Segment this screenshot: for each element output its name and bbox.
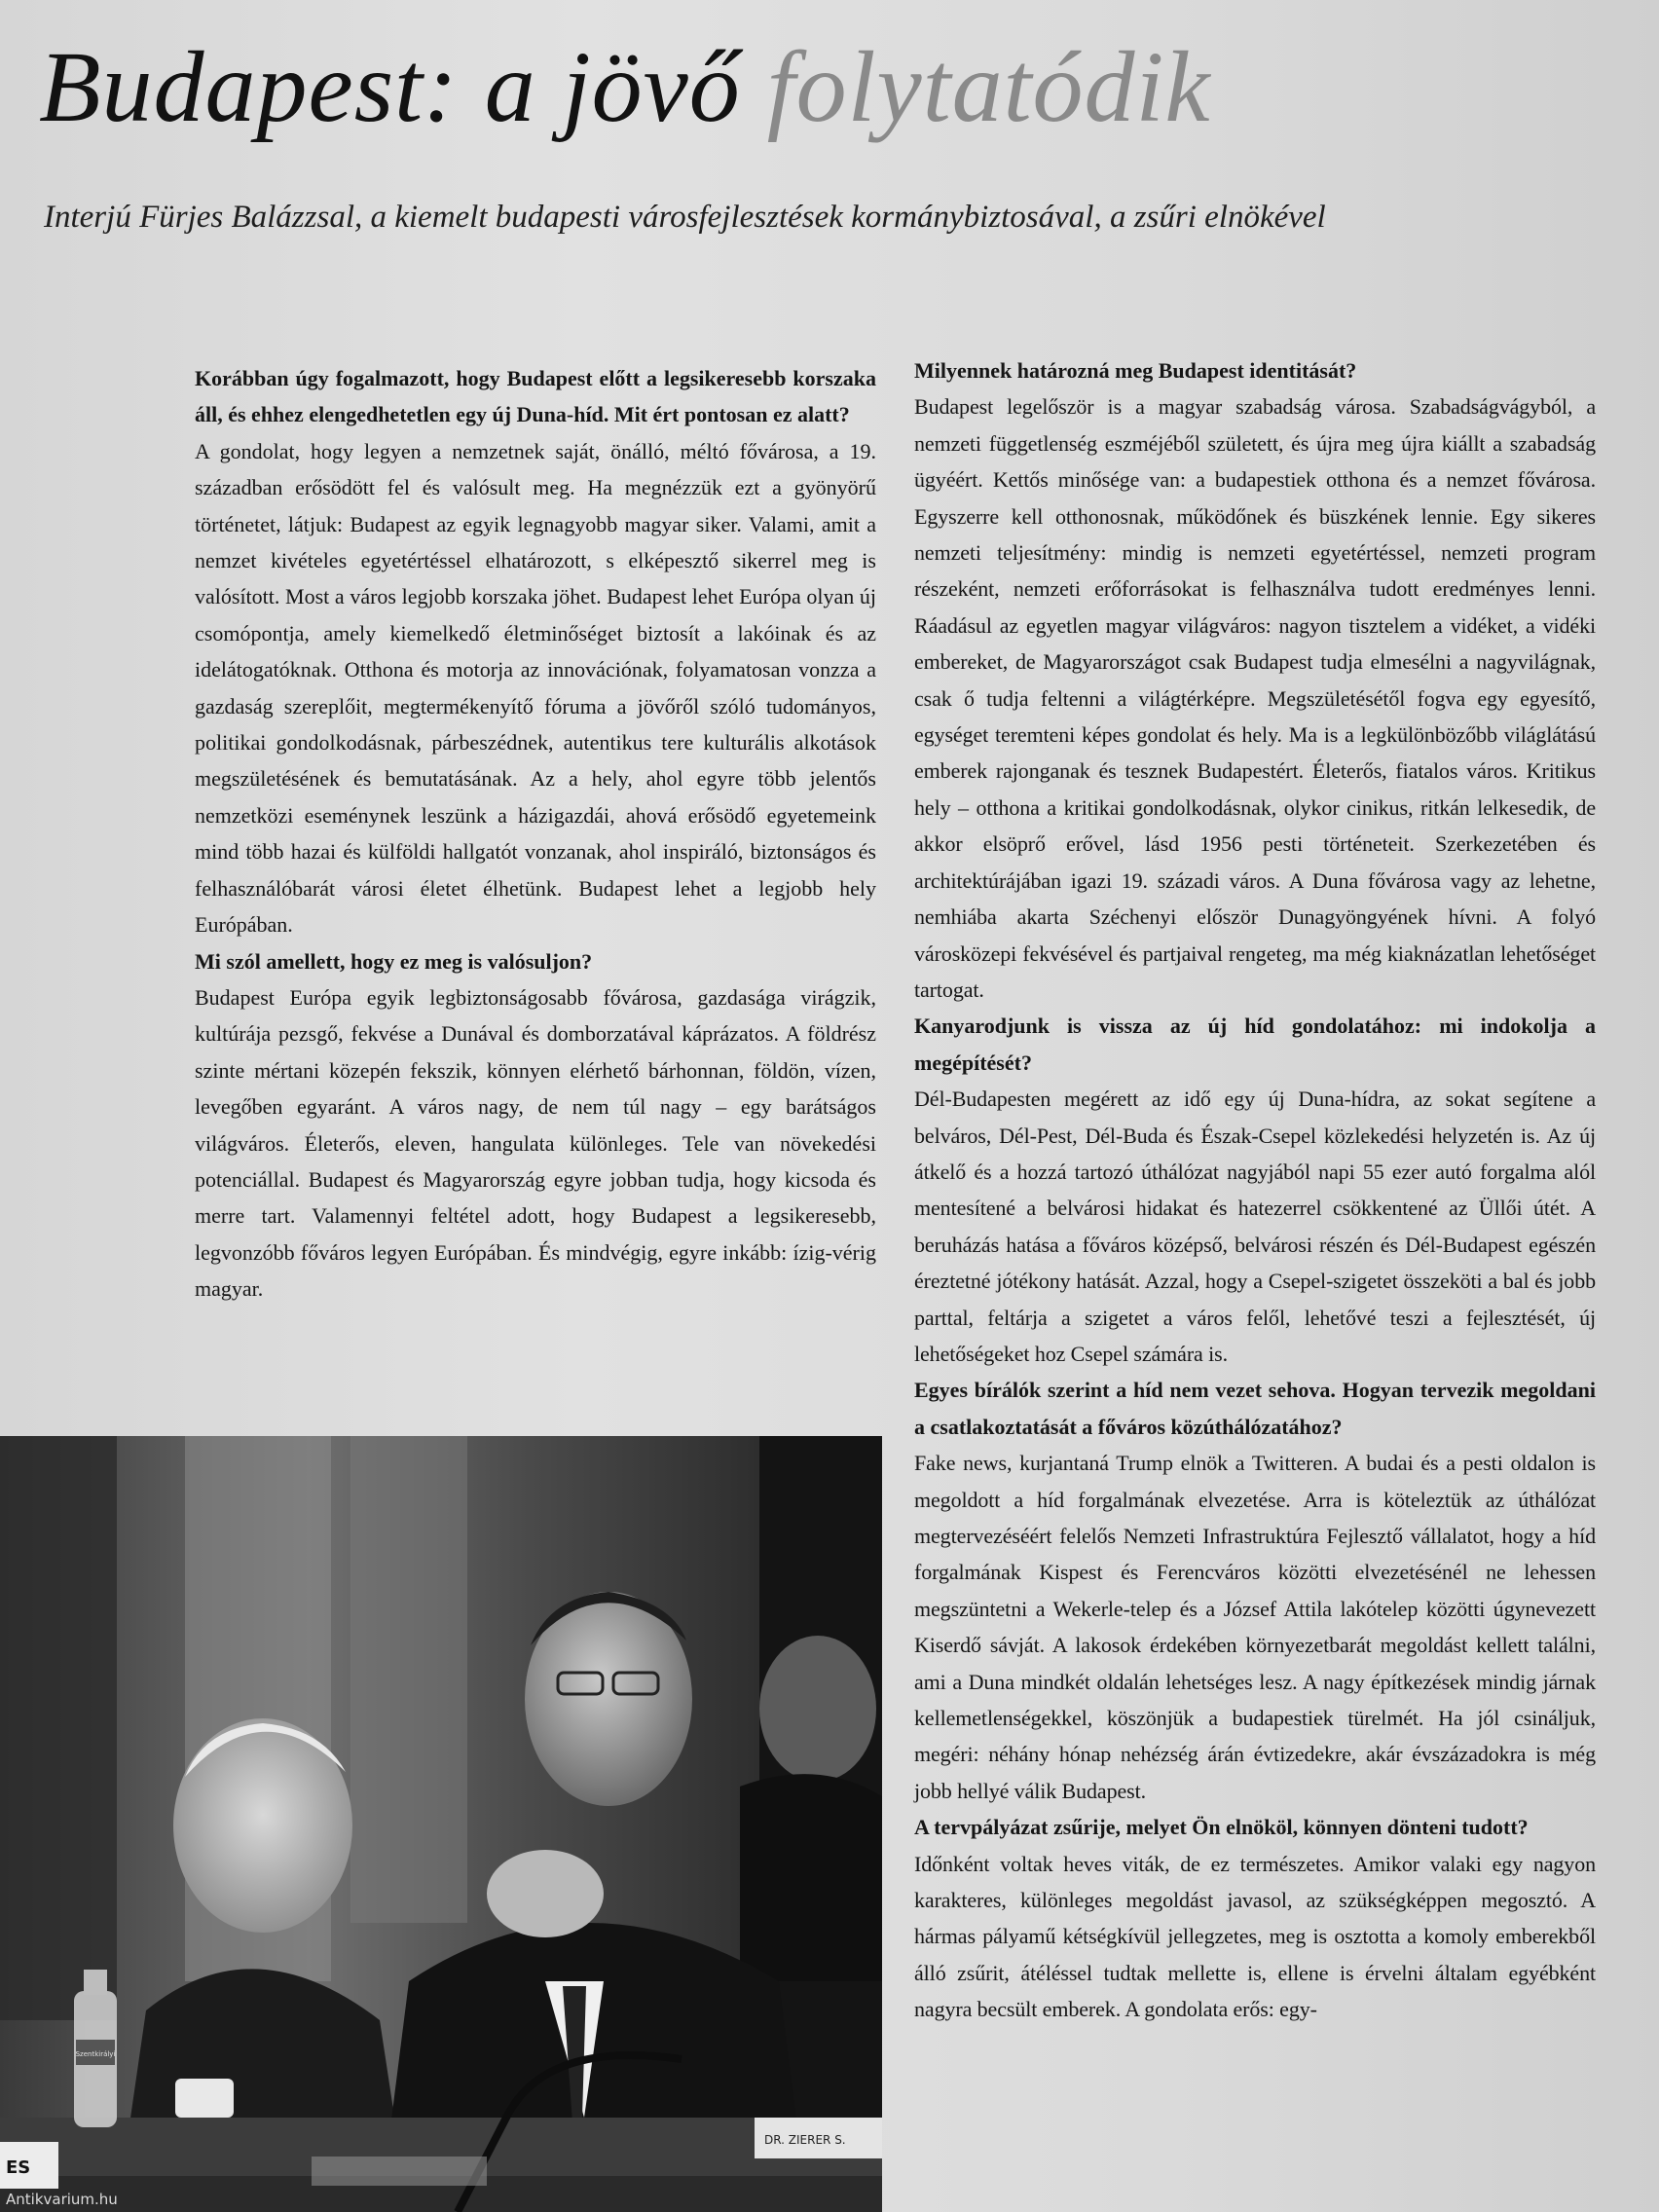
bottle-cap <box>84 1970 107 1995</box>
question-paragraph: Egyes bírálók szerint a híd nem vezet sehova. Hogyan tervezik megoldani a csatlakoztatását a főváros közúthálózatához? <box>914 1378 1596 1439</box>
title-dark-part: Budapest: a jövő <box>39 31 741 143</box>
question-paragraph: A tervpályázat zsűrije, melyet Ön elnököl, könnyen dönteni tudott? <box>914 1815 1529 1840</box>
left-text-column <box>195 360 876 1308</box>
answer-paragraph: Budapest Európa egyik legbiztonságosabb fővárosa, gazdasága virágzik, kultúrája pezsgő, fekvése a Dunával és domborzatával káprázatos. A földrész szinte mértani közepén fekszik, könnyen elérhető bárhonnan, földön, vízen, levegőben egyaránt. A város nagy, de nem túl nagy – egy barátságos világváros. Életerős, eleven, hangulata különleges. Tele van növekedési potenciállal. Budapest és Magyarország egyre jobban tudja, hogy kicsoda és merre tart. Valamennyi feltétel adott, hogy Budapest a legsikeresebb, legvonzóbb főváros legyen Európában. És mindvégig, egyre inkább: ízig-vérig magyar. <box>195 984 876 1302</box>
title-light-part: folytatódik <box>766 31 1211 143</box>
answer-paragraph: Időnként voltak heves viták, de ez természetes. Amikor valaki egy nagyon karakteres, különleges megoldást javasol, az szükségképpen megosztó. A hármas pályamű kétségkívül jellegzetes, meg is osztotta a komoly emberekből álló zsűrit, átéléssel tudtak mellette is, ellene is érvelni általam egyébként nagyra becsült emberek. A gondolata erős: egy- <box>914 1851 1596 2022</box>
bottle-label-text: Szentkirályi <box>75 2050 116 2058</box>
question-paragraph: Mi szól amellett, hogy ez meg is valósuljon? <box>195 948 593 974</box>
man-right-body <box>740 1774 882 1981</box>
window-pane <box>350 1436 467 1923</box>
watermark: Antikvarium.hu <box>6 2191 118 2208</box>
answer-paragraph: Budapest legelőször is a magyar szabadság városa. Szabadságvágyból, a nemzeti függetlenség eszméjéből született, és újra meg újra kiállt a szabadság ügyéért. Kettős minősége van: a budapestiek otthona és a nemzet fővárosa. Egyszerre kell otthonosnak, működőnek és büszkének lennie. Egy sikeres nemzeti teljesítmény: mindig is nemzeti egyetértéssel, nemzeti program részeként, nemzeti erőforrásokat is felhasználva tudott eredményes lenni. Ráadásul az egyetlen magyar világváros: nagyon tisztelem a vidéket, a vidéki embereket, de Magyarországot csak Budapest tudja elmesélni a nagyvilágnak, csak ő tudja feltenni a világtérképre. Megszületésétől fogva egy egyesítő, egységet teremteni képes gondolat és hely. Ma is a legkülönbözőbb világlátású emberek rajonganak és tesznek Budapestért. Életerős, fiatalos város. Kritikus hely – otthona a kritikai gondolkodásnak, olykor cinikus, ritkán lelkesedik, de akkor elsöprő erővel, lásd 1956 pesti történeteit. Szerkezetében és architektúrájában igazi 19. századi város. A Duna fővárosa vagy az lehetne, nemhiába akarta Széchenyi először Dunagyöngyének hívni. A folyó városközepi fekvésével és partjaival rengeteg, ma még kiaknázatlan lehetőséget tartogat. <box>914 394 1596 1002</box>
dark-wall <box>0 1436 117 2020</box>
man-right-head <box>759 1636 876 1782</box>
article-title <box>39 31 1211 143</box>
photo-illustration <box>0 1436 882 2212</box>
answer-paragraph: Dél-Budapesten megérett az idő egy új Duna-hídra, az sokat segítene a belváros, Dél-Pest, Dél-Buda és Észak-Csepel közlekedési helyzetén is. Az új átkelő és a hozzá tartozó úthálózat nagyjából napi 55 ezer autó forgalma alól mentesítené a belvárosi hidakat és hatezerrel csökkentené az Üllői útét. A beruházás hatása a főváros középső, belvárosi részén és Dél-Budapest egészén éreztetné jótékony hatását. Azzal, hogy a Csepel-szigetet összeköti a bal és jobb parttal, feltárja a szigetet a város felől, lehetővé teszi a fejlesztését, új lehetőségeket hoz Csepel számára is. <box>914 1087 1596 1366</box>
nameplate-left-text: ES <box>6 2157 31 2178</box>
question-paragraph: Milyennek határozná meg Budapest identitását? <box>914 358 1357 383</box>
clasped-hands <box>487 1850 604 1937</box>
coffee-cup <box>175 2079 234 2118</box>
answer-paragraph: Fake news, kurjantaná Trump elnök a Twitteren. A budai és a pesti oldalon is megoldott a híd forgalmának elvezetése. Arra is köteleztük az úthálózat megtervezéséért felelős Nemzeti Infrastruktúra Fejlesztő vállalatot, hogy a híd forgalmának Kispest és Ferencváros közötti elvezetésénél ne lehessen megszüntetni a Wekerle-telep és a József Attila lakótelep közötti úgynevezett Kiserdő sávját. A lakosok érdekében környezetbarát megoldást kellett találni, ami a Duna mindkét oldalán lehetséges lesz. A nagy építkezések mindig járnak kellemetlenségekkel, köszönjük a budapestiek türelmét. Ha jól csináljuk, megéri: néhány hónap nehézség árán évtizedekre, akár évszázadokra is még jobb hellyé válik Budapest. <box>914 1451 1596 1803</box>
answer-paragraph: A gondolat, hogy legyen a nemzetnek saját, önálló, méltó fővárosa, a 19. században erősödött fel és valósult meg. Ha megnézzük ezt a gyönyörű történetet, látjuk: Budapest az egyik legnagyobb magyar siker. Valami, amit a nemzet kivételes egyetértéssel elhatározott, s elképesztő sikerrel meg is valósított. Most a város legjobb korszaka jöhet. Budapest lehet Európa olyan új csomópontja, amely kiemelkedő életminőséget biztosít a lakóinak és az idelátogatóknak. Otthona és motorja az innovációnak, folyamatosan vonzza a gazdaság szereplőit, megtermékenyítő fóruma a jövőről szóló tudományos, politikai gondolkodásnak, párbeszédnek, autentikus tere kulturális alkotások megszületésének és bemutatásának. Az a hely, ahol egyre több jelentős nemzetközi eseménynek leszünk a házigazdái, ahová erősödő egyetemeink mind több hazai és külföldi hallgatót vonzanak, ahol inspiráló, biztonságos és felhasználóbarát városi életet élhetünk. Budapest lehet a legjobb hely Európában. <box>195 438 876 938</box>
article-subtitle: Interjú Fürjes Balázzsal, a kiemelt budapesti városfejlesztések kormánybiztosával, a zsűri elnökével <box>44 200 1326 235</box>
question-paragraph: Kanyarodjunk is vissza az új híd gondolatához: mi indokolja a megépítését? <box>914 1014 1596 1075</box>
table-papers <box>312 2157 487 2186</box>
right-text-column <box>914 352 1596 2028</box>
conference-photo <box>0 1436 882 2212</box>
nameplate-right-text: DR. ZIERER S. <box>764 2133 846 2147</box>
question-paragraph: Korábban úgy fogalmazott, hogy Budapest előtt a legsikeresebb korszaka áll, és ehhez elengedhetetlen egy új Duna-híd. Mit ért pontosan ez alatt? <box>195 366 876 427</box>
